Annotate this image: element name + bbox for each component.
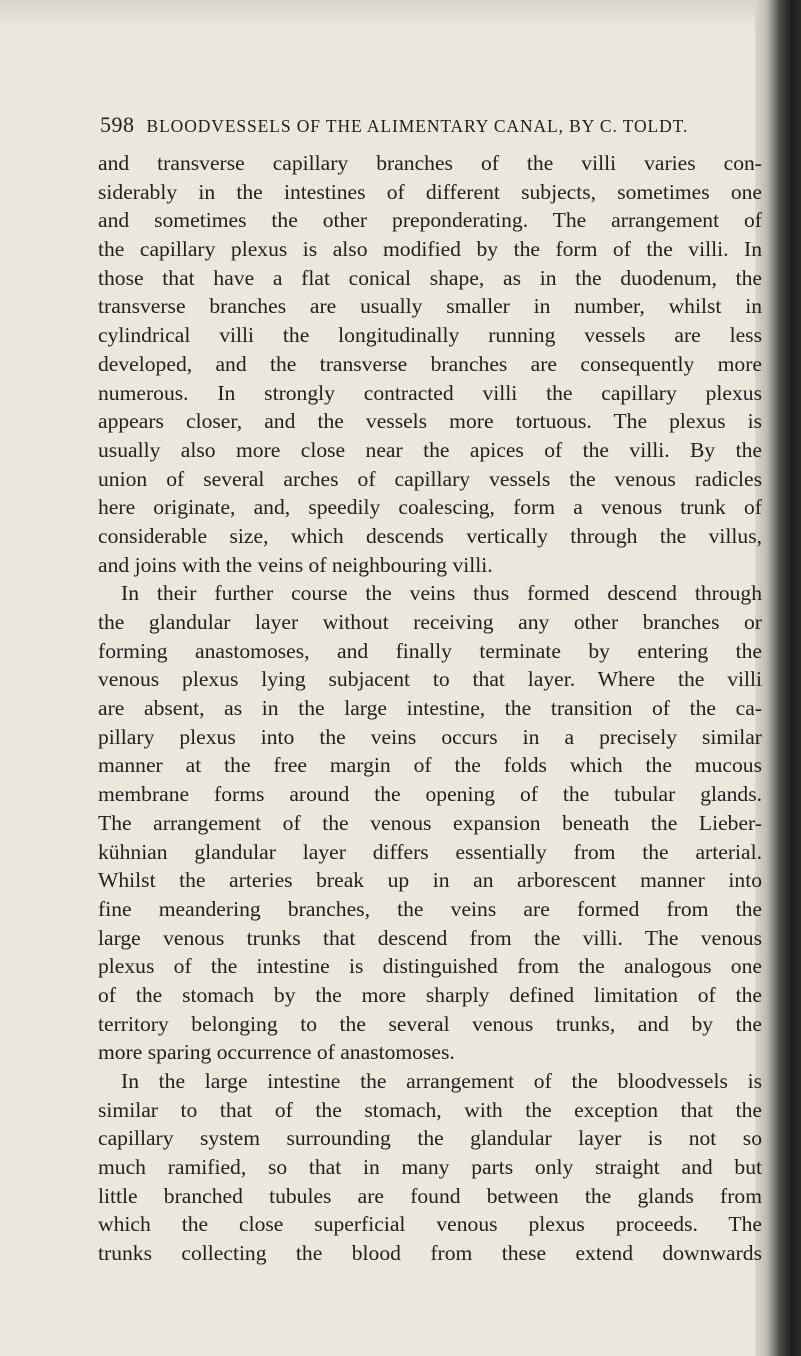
text-line: appears closer, and the vessels more tortuous. The plexus is (98, 409, 762, 434)
text-line: those that have a flat conical shape, as in the duodenum, the (98, 265, 762, 290)
text-line: are absent, as in the large intestine, the transition of the ca- (98, 696, 762, 721)
text-line: forming anastomoses, and finally terminate by entering the (98, 638, 762, 663)
text-line: cylindrical villi the longitudinally running vessels are less (98, 323, 762, 348)
text-line: Whilst the arteries break up in an arborescent manner into (98, 868, 762, 893)
paragraph (98, 1067, 762, 1268)
text-line: pillary plexus into the veins occurs in a precisely similar (98, 724, 762, 749)
text-line: and joins with the veins of neighbouring villi. (98, 552, 493, 577)
text-line: membrane forms around the opening of the tubular glands. (98, 782, 762, 807)
text-line: of the stomach by the more sharply defined limitation of the (98, 982, 762, 1007)
text-line: siderably in the intestines of different subjects, sometimes one (98, 179, 762, 204)
text-line: fine meandering branches, the veins are formed from the (98, 896, 762, 921)
book-page (98, 112, 762, 1268)
page-header (98, 112, 762, 144)
text-line: trunks collecting the blood from these extend downwards (98, 1241, 762, 1266)
text-line: territory belonging to the several venous trunks, and by the (98, 1011, 762, 1036)
text-line: developed, and the transverse branches are consequently more (98, 351, 762, 376)
text-line: In their further course the veins thus formed descend through (121, 581, 762, 606)
text-line: more sparing occurrence of anastomoses. (98, 1040, 455, 1065)
text-line: In the large intestine the arrangement of the bloodvessels is (121, 1069, 762, 1093)
body-text (98, 149, 762, 1268)
text-line: transverse branches are usually smaller in number, whilst in (98, 294, 762, 319)
running-head: BLOODVESSELS OF THE ALIMENTARY CANAL, BY C. TOLDT. (146, 116, 689, 136)
text-line: similar to that of the stomach, with the exception that the (98, 1097, 762, 1122)
text-line: here originate, and, speedily coalescing, form a venous trunk of (98, 495, 762, 520)
text-line: the glandular layer without receiving any other branches or (98, 610, 762, 634)
text-line: venous plexus lying subjacent to that layer. Where the villi (98, 667, 762, 692)
scan-top-shadow (0, 0, 801, 34)
text-line: numerous. In strongly contracted villi the capillary plexus (98, 380, 762, 405)
text-line: the capillary plexus is also modified by the form of the villi. In (98, 237, 762, 262)
paragraph (98, 149, 762, 579)
text-line: much ramified, so that in many parts only straight and but (98, 1155, 762, 1180)
text-line: capillary system surrounding the glandular layer is not so (98, 1126, 762, 1151)
text-line: considerable size, which descends vertically through the villus, (98, 523, 762, 548)
paragraph (98, 579, 762, 1067)
text-line: union of several arches of capillary vessels the venous radicles (98, 466, 762, 491)
text-line: large venous trunks that descend from the villi. The venous (98, 925, 762, 950)
text-line: kühnian glandular layer differs essentially from the arterial. (98, 839, 762, 864)
text-line: usually also more close near the apices of the villi. By the (98, 437, 762, 462)
text-line: and sometimes the other preponderating. The arrangement of (98, 208, 762, 233)
text-line: manner at the free margin of the folds which the mucous (98, 753, 762, 778)
text-line: little branched tubules are found between the glands from (98, 1183, 762, 1208)
text-line: and transverse capillary branches of the villi varies con- (98, 151, 762, 175)
text-line: plexus of the intestine is distinguished from the analogous one (98, 954, 762, 979)
text-line: The arrangement of the venous expansion beneath the Lieber- (98, 810, 762, 835)
text-line: which the close superficial venous plexus proceeds. The (98, 1212, 762, 1237)
page-number: 598 (100, 112, 135, 137)
